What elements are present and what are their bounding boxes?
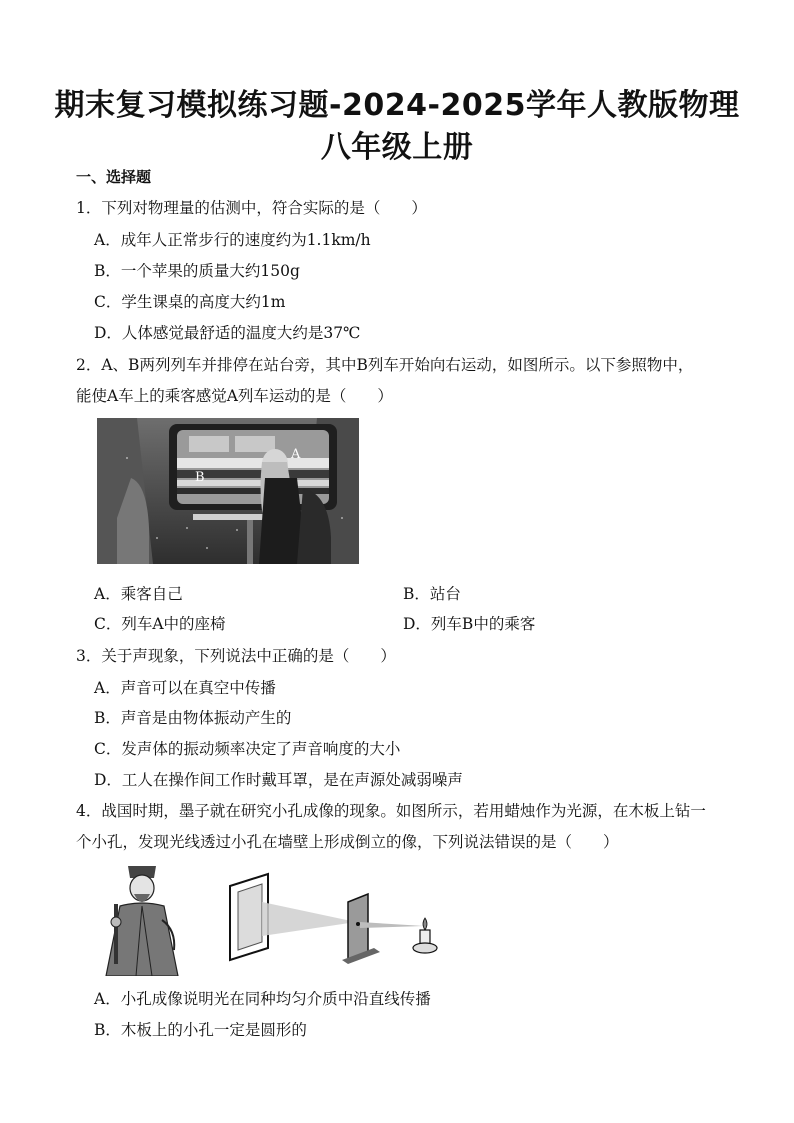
question-2-option-a: A．乘客自己 [94, 585, 183, 603]
question-2-option-d: D．列车B中的乘客 [403, 615, 536, 633]
question-3-option-b: B．声音是由物体振动产生的 [94, 709, 292, 727]
question-3-option-c: C．发声体的振动频率决定了声音响度的大小 [94, 740, 401, 758]
question-1-option-d: D．人体感觉最舒适的温度大约是37℃ [94, 324, 361, 342]
question-1-option-a: A．成年人正常步行的速度约为1.1km/h [94, 231, 371, 249]
question-4-stem-line-1: 4．战国时期，墨子就在研究小孔成像的现象。如图所示，若用蜡烛作为光源，在木板上钻一 [76, 802, 706, 820]
pinhole-apparatus-figure [224, 872, 448, 964]
question-4-option-a: A．小孔成像说明光在同种均匀介质中沿直线传播 [94, 990, 431, 1008]
question-3-option-d: D．工人在操作间工作时戴耳罩，是在声源处减弱噪声 [94, 771, 463, 789]
question-2-option-b: B．站台 [403, 585, 461, 603]
train-scene-figure [97, 418, 359, 564]
question-3-option-a: A．声音可以在真空中传播 [94, 679, 276, 697]
mozi-portrait-figure [96, 860, 192, 976]
question-2-stem-line-2: 能使A车上的乘客感觉A列车运动的是（ ） [76, 387, 393, 405]
question-4-stem-line-2: 个小孔，发现光线透过小孔在墙壁上形成倒立的像，下列说法错误的是（ ） [76, 833, 619, 851]
question-1-option-b: B．一个苹果的质量大约150g [94, 262, 300, 280]
question-2-stem-line-1: 2．A、B两列列车并排停在站台旁，其中B列车开始向右运动，如图所示。以下参照物中， [76, 356, 694, 374]
question-1-stem: 1．下列对物理量的估测中，符合实际的是（ ） [76, 199, 427, 217]
question-1-option-c: C．学生课桌的高度大约1m [94, 293, 286, 311]
document-title-line-1: 期末复习模拟练习题-2024-2025学年人教版物理 [54, 88, 740, 123]
question-3-stem: 3．关于声现象，下列说法中正确的是（ ） [76, 647, 396, 665]
document-title-line-2: 八年级上册 [320, 130, 474, 165]
figure-label-b: B [195, 470, 205, 485]
section-heading: 一、选择题 [76, 168, 152, 186]
question-4-option-b: B．木板上的小孔一定是圆形的 [94, 1021, 307, 1039]
figure-label-a: A [291, 447, 301, 462]
question-2-option-c: C．列车A中的座椅 [94, 615, 226, 633]
